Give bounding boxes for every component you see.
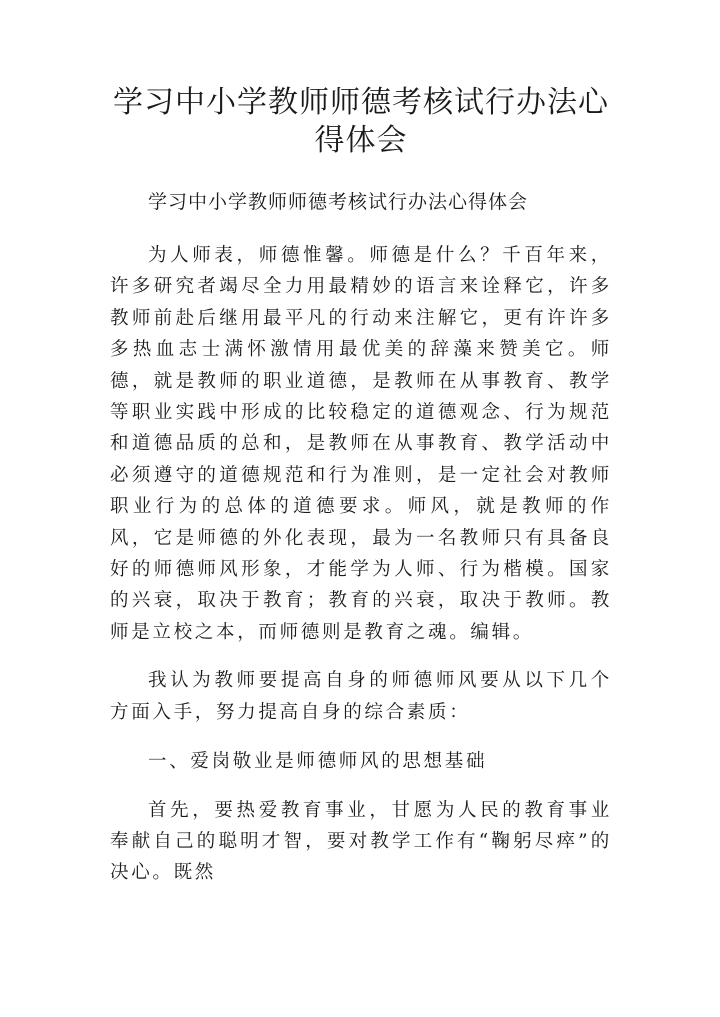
paragraph-approach: 我认为教师要提高自身的师德师风要从以下几个方面入手，努力提高自身的综合素质： — [110, 670, 612, 723]
document-subtitle: 学习中小学教师师德考核试行办法心得体会 — [148, 191, 529, 213]
paragraph-intro: 为人师表，师德惟馨。师德是什么？千百年来，许多研究者竭尽全力用最精妙的语言来诠释它，许多教师前赴后继用最平凡的行动来注解它，更有许许多多热血志士满怀激情用最优美的辞藻来赞美它。师德，就是教师的职业道德，是教师在从事教育、教学等职业实践中形成的比较稳定的道德观念、行为规范和道德品质的总和，是教师在从事教育、教学活动中必须遵守的道德规范和行为准则，是一定社会对教师职业行为的总体的道德要求。师风，就是教师的作风，它是师德的外化表现，最为一名教师只有具备良好的师德师风形象，才能学为人师、行为楷模。国家的兴衰，取决于教育；教育的兴衰，取决于教师。教师是立校之本，而师德则是教育之魂。编辑。 — [110, 245, 612, 643]
paragraph-first-point: 首先，要热爱教育事业，甘愿为人民的教育事业奉献自己的聪明才智，要对教学工作有“鞠躬尽瘁”的决心。既然 — [110, 799, 612, 884]
section-heading-1: 一、爱岗敬业是师德师风的思想基础 — [148, 751, 488, 773]
document-title: 学习中小学教师师德考核试行办法心得体会 — [113, 85, 609, 158]
